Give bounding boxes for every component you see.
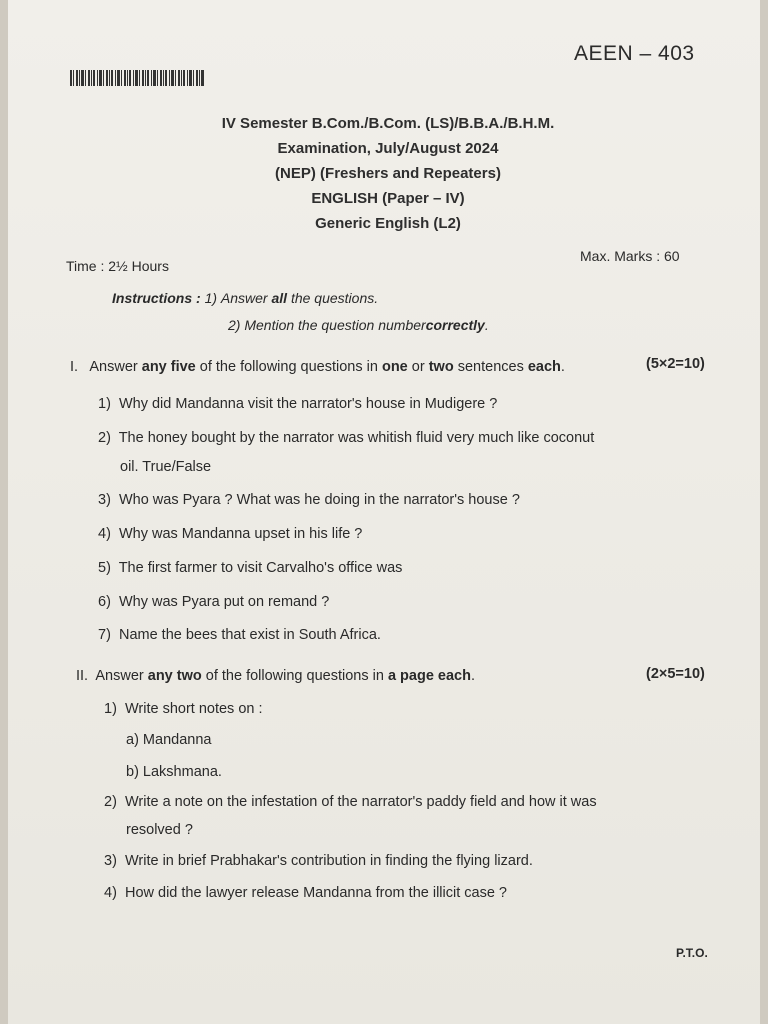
question-2-2-continued: resolved ? (126, 822, 193, 838)
question-1-7: 7) Name the bees that exist in South Africa. (98, 627, 381, 643)
section-2-heading: II. Answer any two of the following questions in a page each. (76, 668, 475, 684)
header-subject: ENGLISH (Paper – IV) (311, 190, 465, 207)
paper-code: AEEN – 403 (574, 42, 695, 65)
question-2-1-a: a) Mandanna (126, 732, 212, 748)
max-marks: Max. Marks : 60 (580, 248, 680, 264)
time-allowed: Time : 2½ Hours (66, 258, 169, 274)
question-1-2-continued: oil. True/False (120, 459, 212, 475)
header-examination: Examination, July/August 2024 (277, 140, 499, 157)
question-1-4: 4) Why was Mandanna upset in his life ? (98, 526, 363, 542)
question-2-1: 1) Write short notes on : (104, 701, 263, 717)
question-1-1: 1) Why did Mandanna visit the narrator's house in Mudigere ? (98, 396, 498, 412)
pto-footer: P.T.O. (676, 946, 708, 960)
section-1-heading: I. Answer any five of the following questions in one or two sentences each. (70, 359, 565, 375)
header-course: Generic English (L2) (315, 215, 461, 232)
instructions-label: Instructions : (112, 290, 201, 306)
question-1-2: 2) The honey bought by the narrator was whitish fluid very much like coconut (98, 430, 595, 446)
question-1-6: 6) Why was Pyara put on remand ? (98, 594, 330, 610)
question-1-5: 5) The first farmer to visit Carvalho's office was (98, 560, 403, 576)
header-semester: IV Semester B.Com./B.Com. (LS)/B.B.A./B.H.M. (221, 115, 555, 132)
question-2-2: 2) Write a note on the infestation of the narrator's paddy field and how it was (104, 794, 597, 810)
question-2-1-b: b) Lakshmana. (126, 764, 222, 780)
instructions-line-1: Instructions : 1) Answer all the questions. (112, 290, 379, 306)
question-1-3: 3) Who was Pyara ? What was he doing in the narrator's house ? (98, 492, 520, 508)
section-1-marks: (5×2=10) (646, 356, 705, 372)
section-2-marks: (2×5=10) (646, 666, 705, 682)
question-2-3: 3) Write in brief Prabhakar's contribution in finding the flying lizard. (104, 853, 533, 869)
barcode-image (70, 70, 204, 86)
exam-paper (8, 0, 760, 1024)
instructions-line-2: 2) Mention the question numbercorrectly. (228, 317, 489, 333)
question-2-4: 4) How did the lawyer release Mandanna from the illicit case ? (104, 885, 507, 901)
header-nep: (NEP) (Freshers and Repeaters) (275, 165, 501, 182)
